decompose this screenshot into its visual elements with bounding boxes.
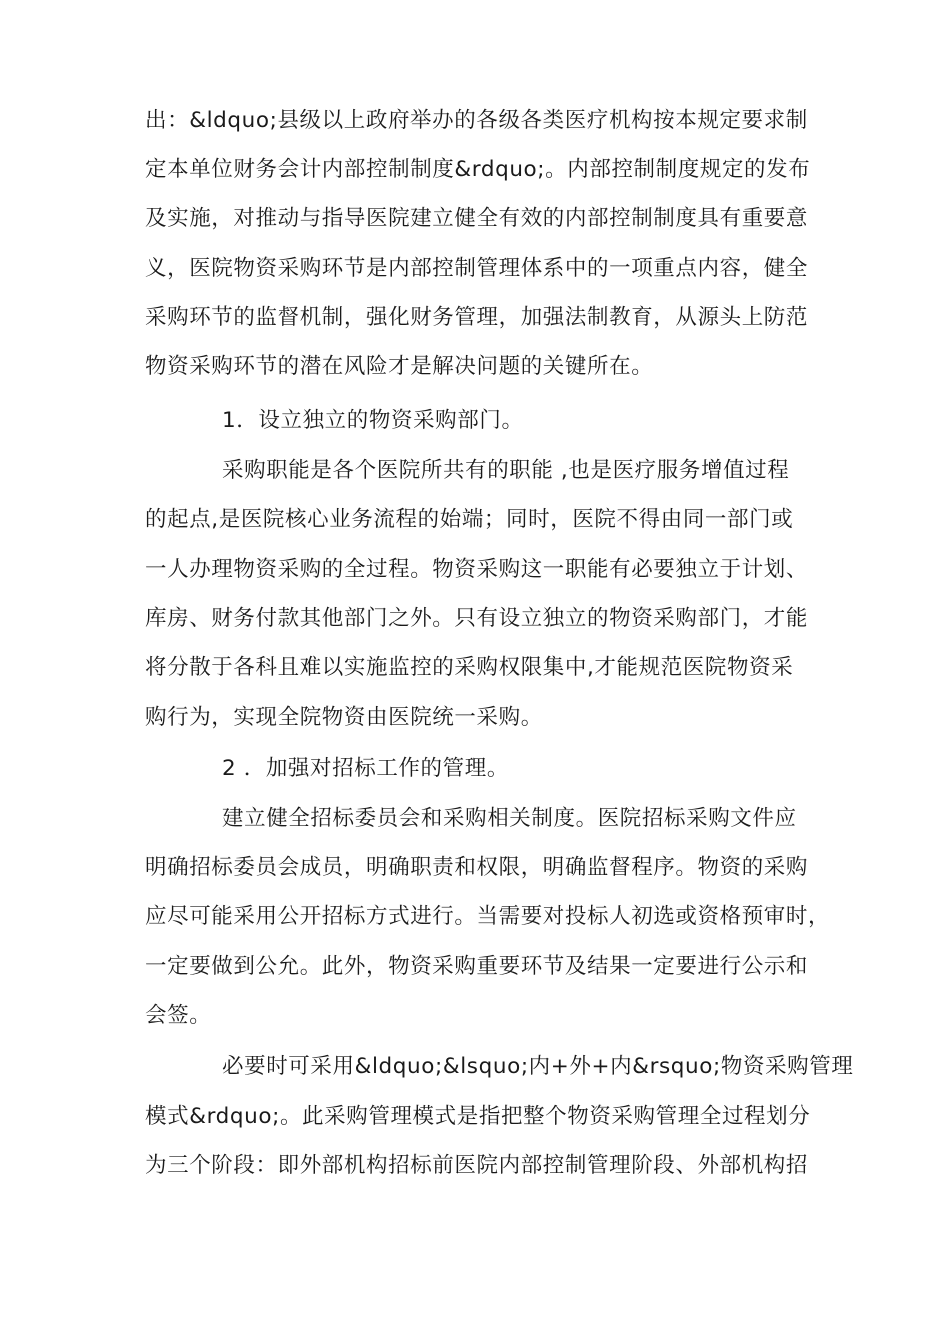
text-line: 采购环节的监督机制，强化财务管理，加强法制教育，从源头上防范 [145, 305, 809, 330]
section-heading: 2 ．加强对招标工作的管理。 [222, 756, 509, 781]
text-line: 物资采购环节的潜在风险才是解决问题的关键所在。 [145, 354, 654, 379]
text-line: 一人办理物资采购的全过程。物资采购这一职能有必要独立于计划、 [145, 557, 809, 582]
paragraph-first-line: 采购职能是各个医院所共有的职能 ,也是医疗服务增值过程 [222, 458, 790, 483]
text-line: 购行为，实现全院物资由医院统一采购。 [145, 705, 543, 730]
text-line: 的起点,是医院核心业务流程的始端；同时，医院不得由同一部门或 [145, 507, 794, 532]
text-line: 出：&ldquo;县级以上政府举办的各级各类医疗机构按本规定要求制 [145, 108, 808, 133]
text-line: 应尽可能采用公开招标方式进行。当需要对投标人初选或资格预审时， [145, 904, 831, 929]
text-line: 义，医院物资采购环节是内部控制管理体系中的一项重点内容，健全 [145, 256, 809, 281]
text-line: 模式&rdquo;。此采购管理模式是指把整个物资采购管理全过程划分 [145, 1104, 811, 1129]
text-line: 会签。 [145, 1003, 212, 1028]
text-line: 及实施，对推动与指导医院建立健全有效的内部控制制度具有重要意 [145, 206, 809, 231]
text-line: 库房、财务付款其他部门之外。只有设立独立的物资采购部门，才能 [145, 606, 809, 631]
text-line: 定本单位财务会计内部控制制度&rdquo;。内部控制制度规定的发布 [145, 157, 811, 182]
paragraph-first-line: 必要时可采用&ldquo;&lsquo;内+外+内&rsquo;物资采购管理 [222, 1054, 854, 1079]
text-line: 明确招标委员会成员，明确职责和权限，明确监督程序。物资的采购 [145, 855, 809, 880]
text-line: 将分散于各科且难以实施监控的采购权限集中,才能规范医院物资采 [145, 655, 794, 680]
section-heading: 1．设立独立的物资采购部门。 [222, 408, 524, 433]
paragraph-first-line: 建立健全招标委员会和采购相关制度。医院招标采购文件应 [222, 806, 797, 831]
text-line: 一定要做到公允。此外，物资采购重要环节及结果一定要进行公示和 [145, 954, 809, 979]
text-line: 为三个阶段：即外部机构招标前医院内部控制管理阶段、外部机构招 [145, 1153, 809, 1178]
